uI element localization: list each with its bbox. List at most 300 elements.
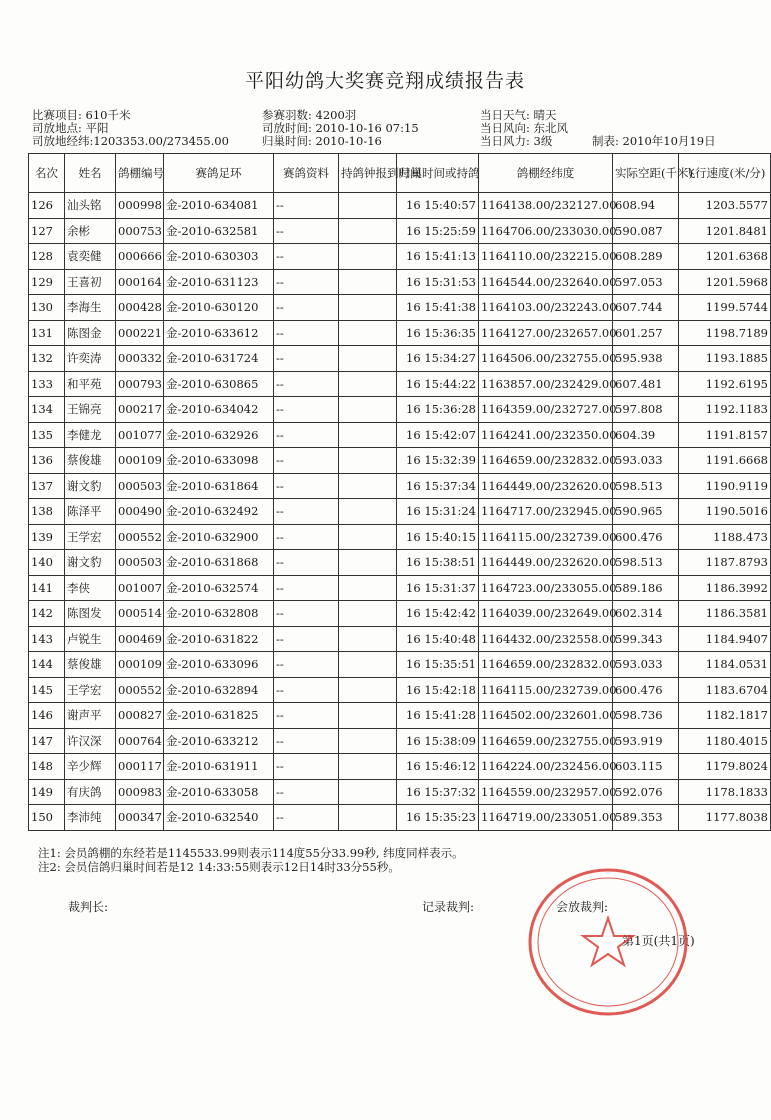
- cell-info: --: [274, 346, 339, 372]
- cell-speed: 1186.3581: [679, 601, 771, 627]
- col-header-distance: 实际空距(千米): [613, 154, 679, 193]
- cell-ring: 金-2010-632926: [164, 422, 274, 448]
- cell-distance: 590.965: [613, 499, 679, 525]
- cell-clock-report: [339, 218, 397, 244]
- cell-rank: 145: [29, 677, 65, 703]
- cell-return-time: 16 15:31:53: [397, 269, 479, 295]
- cell-name: 谢声平: [65, 703, 116, 729]
- table-row: [29, 397, 771, 423]
- col-header-return-time: 归巢时间或持鸽: [397, 154, 479, 193]
- cell-speed: 1179.8024: [679, 754, 771, 780]
- cell-ring: 金-2010-633058: [164, 779, 274, 805]
- cell-return-time: 16 15:41:13: [397, 244, 479, 270]
- cell-info: --: [274, 422, 339, 448]
- cell-speed: 1187.8793: [679, 550, 771, 576]
- cell-info: --: [274, 371, 339, 397]
- cell-coords: 1164449.00/232620.00: [479, 473, 613, 499]
- cell-info: --: [274, 754, 339, 780]
- cell-loft-no: 000764: [116, 728, 164, 754]
- cell-speed: 1191.6668: [679, 448, 771, 474]
- cell-ring: 金-2010-630120: [164, 295, 274, 321]
- cell-return-time: 16 15:37:32: [397, 779, 479, 805]
- cell-info: --: [274, 703, 339, 729]
- cell-loft-no: 000469: [116, 626, 164, 652]
- cell-rank: 138: [29, 499, 65, 525]
- cell-loft-no: 000503: [116, 550, 164, 576]
- cell-return-time: 16 15:31:37: [397, 575, 479, 601]
- table-row: [29, 805, 771, 831]
- cell-coords: 1164559.00/232957.00: [479, 779, 613, 805]
- table-row: [29, 244, 771, 270]
- cell-distance: 597.808: [613, 397, 679, 423]
- cell-ring: 金-2010-631822: [164, 626, 274, 652]
- cell-clock-report: [339, 320, 397, 346]
- cell-rank: 133: [29, 371, 65, 397]
- col-header-speed: 飞行速度(米/分): [679, 154, 771, 193]
- cell-info: --: [274, 805, 339, 831]
- col-header-ring: 赛鸽足环: [164, 154, 274, 193]
- results-body: [29, 193, 771, 831]
- cell-speed: 1193.1885: [679, 346, 771, 372]
- cell-return-time: 16 15:42:42: [397, 601, 479, 627]
- cell-loft-no: 000666: [116, 244, 164, 270]
- cell-coords: 1164241.00/232350.00: [479, 422, 613, 448]
- table-row: [29, 652, 771, 678]
- header-row: [29, 154, 771, 193]
- cell-rank: 147: [29, 728, 65, 754]
- cell-info: --: [274, 193, 339, 219]
- cell-ring: 金-2010-632574: [164, 575, 274, 601]
- cell-info: --: [274, 244, 339, 270]
- cell-clock-report: [339, 193, 397, 219]
- meta-wind-force: 当日风力: 3级: [480, 134, 553, 148]
- cell-info: --: [274, 218, 339, 244]
- cell-coords: 1164224.00/232456.00: [479, 754, 613, 780]
- notes: [38, 846, 464, 874]
- cell-info: --: [274, 397, 339, 423]
- cell-loft-no: 000164: [116, 269, 164, 295]
- cell-coords: 1163857.00/232429.00: [479, 371, 613, 397]
- cell-ring: 金-2010-632900: [164, 524, 274, 550]
- cell-name: 和平苑: [65, 371, 116, 397]
- cell-distance: 590.087: [613, 218, 679, 244]
- cell-clock-report: [339, 422, 397, 448]
- cell-coords: 1164659.00/232832.00: [479, 448, 613, 474]
- cell-loft-no: 000552: [116, 524, 164, 550]
- cell-name: 袁奕健: [65, 244, 116, 270]
- table-row: [29, 295, 771, 321]
- cell-info: --: [274, 626, 339, 652]
- cell-rank: 142: [29, 601, 65, 627]
- cell-distance: 608.94: [613, 193, 679, 219]
- cell-info: --: [274, 779, 339, 805]
- cell-coords: 1164723.00/233055.00: [479, 575, 613, 601]
- cell-distance: 598.513: [613, 550, 679, 576]
- cell-speed: 1201.6368: [679, 244, 771, 270]
- table-row: [29, 677, 771, 703]
- cell-distance: 608.289: [613, 244, 679, 270]
- cell-coords: 1164717.00/232945.00: [479, 499, 613, 525]
- cell-coords: 1164115.00/232739.00: [479, 677, 613, 703]
- cell-name: 蔡俊雄: [65, 652, 116, 678]
- cell-name: 陈泽平: [65, 499, 116, 525]
- cell-return-time: 16 15:44:22: [397, 371, 479, 397]
- cell-ring: 金-2010-632581: [164, 218, 274, 244]
- cell-rank: 141: [29, 575, 65, 601]
- cell-name: 王锦亮: [65, 397, 116, 423]
- cell-speed: 1188.473: [679, 524, 771, 550]
- cell-rank: 126: [29, 193, 65, 219]
- cell-name: 李侠: [65, 575, 116, 601]
- cell-return-time: 16 15:40:57: [397, 193, 479, 219]
- table-row: [29, 448, 771, 474]
- cell-speed: 1186.3992: [679, 575, 771, 601]
- cell-rank: 146: [29, 703, 65, 729]
- cell-loft-no: 000552: [116, 677, 164, 703]
- cell-rank: 128: [29, 244, 65, 270]
- cell-distance: 603.115: [613, 754, 679, 780]
- cell-name: 蔡俊雄: [65, 448, 116, 474]
- cell-clock-report: [339, 346, 397, 372]
- cell-info: --: [274, 295, 339, 321]
- cell-rank: 127: [29, 218, 65, 244]
- cell-clock-report: [339, 244, 397, 270]
- cell-name: 谢文豹: [65, 550, 116, 576]
- cell-return-time: 16 15:31:24: [397, 499, 479, 525]
- table-row: [29, 320, 771, 346]
- cell-ring: 金-2010-631864: [164, 473, 274, 499]
- note-1: 注1: 会员鸽棚的东经若是1145533.99则表示114度55分33.99秒, 纬度同样表示。: [38, 846, 464, 860]
- cell-ring: 金-2010-631868: [164, 550, 274, 576]
- cell-coords: 1164659.00/232755.00: [479, 728, 613, 754]
- cell-clock-report: [339, 728, 397, 754]
- table-row: [29, 703, 771, 729]
- cell-info: --: [274, 652, 339, 678]
- cell-info: --: [274, 320, 339, 346]
- cell-coords: 1164359.00/232727.00: [479, 397, 613, 423]
- meta-right: [480, 109, 568, 148]
- cell-name: 许汉深: [65, 728, 116, 754]
- cell-info: --: [274, 473, 339, 499]
- cell-distance: 589.186: [613, 575, 679, 601]
- cell-return-time: 16 15:38:51: [397, 550, 479, 576]
- cell-ring: 金-2010-634042: [164, 397, 274, 423]
- cell-return-time: 16 15:41:28: [397, 703, 479, 729]
- cell-speed: 1201.8481: [679, 218, 771, 244]
- cell-name: 李海生: [65, 295, 116, 321]
- meta-entries: 参赛羽数: 4200羽: [262, 108, 357, 122]
- cell-speed: 1190.9119: [679, 473, 771, 499]
- cell-coords: 1164706.00/233030.00: [479, 218, 613, 244]
- cell-speed: 1180.4015: [679, 728, 771, 754]
- cell-rank: 131: [29, 320, 65, 346]
- cell-loft-no: 000753: [116, 218, 164, 244]
- cell-ring: 金-2010-630303: [164, 244, 274, 270]
- cell-rank: 129: [29, 269, 65, 295]
- cell-clock-report: [339, 754, 397, 780]
- cell-return-time: 16 15:35:51: [397, 652, 479, 678]
- cell-name: 王喜初: [65, 269, 116, 295]
- cell-coords: 1164103.00/232243.00: [479, 295, 613, 321]
- cell-ring: 金-2010-631724: [164, 346, 274, 372]
- table-row: [29, 371, 771, 397]
- cell-speed: 1177.8038: [679, 805, 771, 831]
- cell-loft-no: 000109: [116, 448, 164, 474]
- cell-clock-report: [339, 626, 397, 652]
- cell-distance: 601.257: [613, 320, 679, 346]
- table-row: [29, 269, 771, 295]
- col-header-clock-report: 持鸽钟报到时间: [339, 154, 397, 193]
- table-row: [29, 218, 771, 244]
- cell-return-time: 16 15:36:35: [397, 320, 479, 346]
- cell-loft-no: 001007: [116, 575, 164, 601]
- meta-weather: 当日天气: 晴天: [480, 108, 557, 122]
- cell-distance: 592.076: [613, 779, 679, 805]
- cell-clock-report: [339, 677, 397, 703]
- meta-release-place: 司放地点: 平阳: [32, 121, 109, 135]
- cell-name: 卢锐生: [65, 626, 116, 652]
- cell-clock-report: [339, 779, 397, 805]
- table-row: [29, 575, 771, 601]
- cell-ring: 金-2010-633096: [164, 652, 274, 678]
- recorder-referee-label: 记录裁判:: [422, 900, 475, 914]
- cell-name: 陈图发: [65, 601, 116, 627]
- cell-name: 谢文豹: [65, 473, 116, 499]
- table-row: [29, 422, 771, 448]
- cell-return-time: 16 15:38:09: [397, 728, 479, 754]
- cell-return-time: 16 15:36:28: [397, 397, 479, 423]
- cell-return-time: 16 15:42:07: [397, 422, 479, 448]
- cell-speed: 1184.0531: [679, 652, 771, 678]
- cell-distance: 593.033: [613, 448, 679, 474]
- cell-ring: 金-2010-630865: [164, 371, 274, 397]
- cell-rank: 149: [29, 779, 65, 805]
- cell-distance: 604.39: [613, 422, 679, 448]
- cell-speed: 1192.1183: [679, 397, 771, 423]
- col-header-coords: 鸽棚经纬度: [479, 154, 613, 193]
- cell-name: 王学宏: [65, 677, 116, 703]
- cell-distance: 597.053: [613, 269, 679, 295]
- cell-clock-report: [339, 575, 397, 601]
- cell-info: --: [274, 448, 339, 474]
- cell-ring: 金-2010-632540: [164, 805, 274, 831]
- cell-loft-no: 000793: [116, 371, 164, 397]
- cell-coords: 1164506.00/232755.00: [479, 346, 613, 372]
- cell-loft-no: 000217: [116, 397, 164, 423]
- cell-name: 许奕涛: [65, 346, 116, 372]
- cell-return-time: 16 15:35:23: [397, 805, 479, 831]
- cell-clock-report: [339, 397, 397, 423]
- cell-clock-report: [339, 703, 397, 729]
- cell-loft-no: 000109: [116, 652, 164, 678]
- page-number: 第1页(共1页): [622, 934, 695, 948]
- table-row: [29, 473, 771, 499]
- cell-ring: 金-2010-633612: [164, 320, 274, 346]
- meta-release-coords: 司放地经纬:1203353.00/273455.00: [32, 134, 229, 148]
- cell-name: 汕头铭: [65, 193, 116, 219]
- col-header-rank: 名次: [29, 154, 65, 193]
- cell-speed: 1192.6195: [679, 371, 771, 397]
- cell-loft-no: 001077: [116, 422, 164, 448]
- cell-coords: 1164138.00/232127.00: [479, 193, 613, 219]
- cell-ring: 金-2010-632894: [164, 677, 274, 703]
- cell-info: --: [274, 524, 339, 550]
- cell-coords: 1164432.00/232558.00: [479, 626, 613, 652]
- cell-name: 辛少辉: [65, 754, 116, 780]
- cell-clock-report: [339, 473, 397, 499]
- cell-distance: 600.476: [613, 524, 679, 550]
- cell-speed: 1182.1817: [679, 703, 771, 729]
- cell-loft-no: 000347: [116, 805, 164, 831]
- cell-distance: 598.513: [613, 473, 679, 499]
- meta-wind-dir: 当日风向: 东北风: [480, 121, 569, 135]
- cell-distance: 593.033: [613, 652, 679, 678]
- cell-return-time: 16 15:32:39: [397, 448, 479, 474]
- cell-speed: 1199.5744: [679, 295, 771, 321]
- cell-rank: 150: [29, 805, 65, 831]
- col-header-info: 赛鸽资料: [274, 154, 339, 193]
- col-header-name: 姓名: [65, 154, 116, 193]
- table-row: [29, 601, 771, 627]
- cell-info: --: [274, 677, 339, 703]
- cell-clock-report: [339, 269, 397, 295]
- table-row: [29, 193, 771, 219]
- cell-distance: 600.476: [613, 677, 679, 703]
- cell-info: --: [274, 550, 339, 576]
- cell-name: 有庆鸽: [65, 779, 116, 805]
- cell-rank: 130: [29, 295, 65, 321]
- cell-distance: 607.744: [613, 295, 679, 321]
- cell-ring: 金-2010-633098: [164, 448, 274, 474]
- cell-loft-no: 000514: [116, 601, 164, 627]
- cell-loft-no: 000998: [116, 193, 164, 219]
- cell-name: 王学宏: [65, 524, 116, 550]
- cell-speed: 1203.5577: [679, 193, 771, 219]
- cell-distance: 598.736: [613, 703, 679, 729]
- cell-rank: 140: [29, 550, 65, 576]
- cell-distance: 602.314: [613, 601, 679, 627]
- cell-loft-no: 000117: [116, 754, 164, 780]
- official-seal-stamp: [520, 860, 695, 1020]
- cell-coords: 1164039.00/232649.00: [479, 601, 613, 627]
- cell-loft-no: 000983: [116, 779, 164, 805]
- cell-distance: 593.919: [613, 728, 679, 754]
- cell-return-time: 16 15:25:59: [397, 218, 479, 244]
- table-row: [29, 346, 771, 372]
- cell-clock-report: [339, 550, 397, 576]
- cell-return-time: 16 15:41:38: [397, 295, 479, 321]
- cell-coords: 1164659.00/232832.00: [479, 652, 613, 678]
- cell-clock-report: [339, 524, 397, 550]
- cell-ring: 金-2010-631825: [164, 703, 274, 729]
- cell-clock-report: [339, 805, 397, 831]
- cell-coords: 1164127.00/232657.00: [479, 320, 613, 346]
- cell-speed: 1183.6704: [679, 677, 771, 703]
- results-table: [28, 153, 771, 831]
- cell-loft-no: 000428: [116, 295, 164, 321]
- cell-rank: 134: [29, 397, 65, 423]
- cell-return-time: 16 15:40:48: [397, 626, 479, 652]
- cell-ring: 金-2010-631123: [164, 269, 274, 295]
- cell-clock-report: [339, 601, 397, 627]
- cell-ring: 金-2010-633212: [164, 728, 274, 754]
- cell-loft-no: 000503: [116, 473, 164, 499]
- cell-info: --: [274, 269, 339, 295]
- cell-rank: 144: [29, 652, 65, 678]
- cell-coords: 1164544.00/232640.00: [479, 269, 613, 295]
- cell-coords: 1164719.00/233051.00: [479, 805, 613, 831]
- cell-ring: 金-2010-634081: [164, 193, 274, 219]
- cell-return-time: 16 15:40:15: [397, 524, 479, 550]
- cell-distance: 599.343: [613, 626, 679, 652]
- table-row: [29, 626, 771, 652]
- cell-speed: 1190.5016: [679, 499, 771, 525]
- cell-rank: 139: [29, 524, 65, 550]
- cell-distance: 595.938: [613, 346, 679, 372]
- cell-coords: 1164449.00/232620.00: [479, 550, 613, 576]
- cell-ring: 金-2010-632492: [164, 499, 274, 525]
- cell-coords: 1164110.00/232215.00: [479, 244, 613, 270]
- cell-clock-report: [339, 295, 397, 321]
- cell-return-time: 16 15:34:27: [397, 346, 479, 372]
- cell-return-time: 16 15:37:34: [397, 473, 479, 499]
- cell-speed: 1198.7189: [679, 320, 771, 346]
- cell-coords: 1164115.00/232739.00: [479, 524, 613, 550]
- cell-speed: 1201.5968: [679, 269, 771, 295]
- cell-distance: 589.353: [613, 805, 679, 831]
- report-title: 平阳幼鸽大奖赛竞翔成绩报告表: [244, 70, 525, 92]
- cell-return-time: 16 15:46:12: [397, 754, 479, 780]
- cell-speed: 1184.9407: [679, 626, 771, 652]
- cell-clock-report: [339, 371, 397, 397]
- cell-clock-report: [339, 448, 397, 474]
- meta-event: 比赛项目: 610千米: [32, 108, 131, 122]
- cell-name: 陈图金: [65, 320, 116, 346]
- cell-coords: 1164502.00/232601.00: [479, 703, 613, 729]
- table-row: [29, 499, 771, 525]
- table-row: [29, 779, 771, 805]
- cell-ring: 金-2010-631911: [164, 754, 274, 780]
- table-row: [29, 754, 771, 780]
- cell-info: --: [274, 601, 339, 627]
- cell-rank: 135: [29, 422, 65, 448]
- release-referee-label: 会放裁判:: [556, 900, 609, 914]
- cell-speed: 1178.1833: [679, 779, 771, 805]
- cell-clock-report: [339, 652, 397, 678]
- note-2: 注2: 会员信鸽归巢时间若是12 14:33:55则表示12日14时33分55秒。: [38, 860, 400, 874]
- cell-distance: 607.481: [613, 371, 679, 397]
- cell-rank: 148: [29, 754, 65, 780]
- cell-rank: 136: [29, 448, 65, 474]
- table-row: [29, 524, 771, 550]
- cell-rank: 132: [29, 346, 65, 372]
- cell-rank: 143: [29, 626, 65, 652]
- meta-left: [32, 109, 229, 148]
- cell-speed: 1191.8157: [679, 422, 771, 448]
- meta-release-time: 司放时间: 2010-10-16 07:15: [262, 121, 419, 135]
- cell-loft-no: 000490: [116, 499, 164, 525]
- cell-name: 李沛纯: [65, 805, 116, 831]
- cell-clock-report: [339, 499, 397, 525]
- cell-ring: 金-2010-632808: [164, 601, 274, 627]
- meta-return-time: 归巢时间: 2010-10-16: [262, 134, 382, 148]
- cell-info: --: [274, 575, 339, 601]
- chief-referee-label: 裁判长:: [68, 900, 109, 914]
- cell-info: --: [274, 499, 339, 525]
- cell-loft-no: 000332: [116, 346, 164, 372]
- cell-name: 余彬: [65, 218, 116, 244]
- col-header-loft-no: 鸽棚编号: [116, 154, 164, 193]
